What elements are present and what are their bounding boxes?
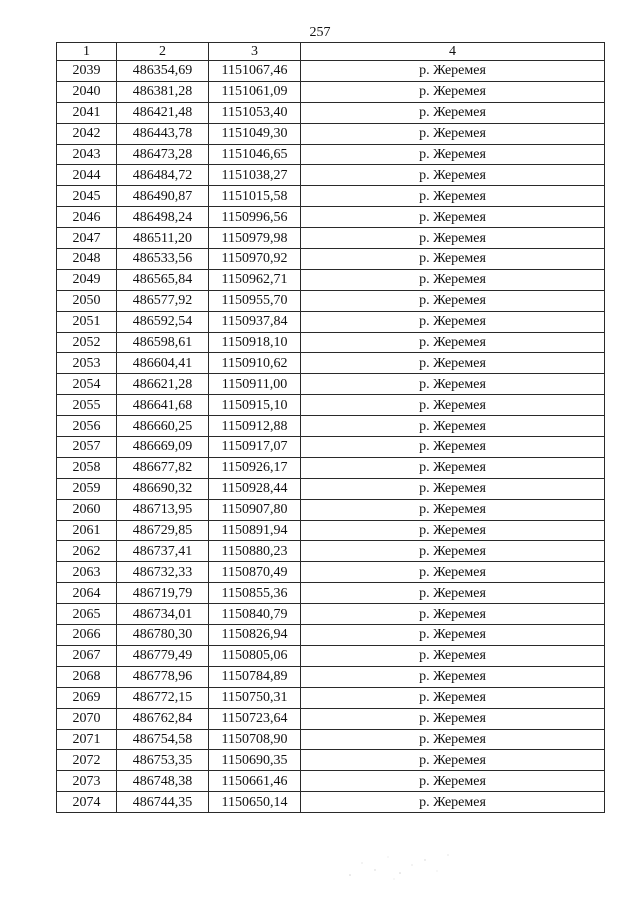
y-coordinate-cell: 1150708,90 (209, 729, 301, 750)
table-row (57, 332, 605, 353)
table-row (57, 61, 605, 82)
x-coordinate-cell: 486381,28 (117, 81, 209, 102)
point-number-cell: 2052 (57, 332, 117, 353)
point-number-cell: 2058 (57, 457, 117, 478)
y-coordinate-cell: 1151046,65 (209, 144, 301, 165)
table-row (57, 792, 605, 813)
description-cell: р. Жеремея (301, 604, 605, 625)
y-coordinate-cell: 1150907,80 (209, 499, 301, 520)
description-cell: р. Жеремея (301, 311, 605, 332)
table-row (57, 771, 605, 792)
x-coordinate-cell: 486533,56 (117, 249, 209, 270)
y-coordinate-cell: 1151049,30 (209, 123, 301, 144)
table-row (57, 478, 605, 499)
point-number-cell: 2046 (57, 207, 117, 228)
x-coordinate-cell: 486484,72 (117, 165, 209, 186)
description-cell: р. Жеремея (301, 416, 605, 437)
table-row (57, 708, 605, 729)
table-row (57, 750, 605, 771)
x-coordinate-cell: 486762,84 (117, 708, 209, 729)
y-coordinate-cell: 1150996,56 (209, 207, 301, 228)
y-coordinate-cell: 1150910,62 (209, 353, 301, 374)
point-number-cell: 2053 (57, 353, 117, 374)
description-cell: р. Жеремея (301, 583, 605, 604)
x-coordinate-cell: 486511,20 (117, 228, 209, 249)
description-cell: р. Жеремея (301, 499, 605, 520)
x-coordinate-cell: 486443,78 (117, 123, 209, 144)
description-cell: р. Жеремея (301, 207, 605, 228)
table-row (57, 541, 605, 562)
coordinates-table (56, 42, 605, 813)
x-coordinate-cell: 486565,84 (117, 269, 209, 290)
point-number-cell: 2071 (57, 729, 117, 750)
y-coordinate-cell: 1151015,58 (209, 186, 301, 207)
point-number-cell: 2072 (57, 750, 117, 771)
table-row (57, 186, 605, 207)
x-coordinate-cell: 486713,95 (117, 499, 209, 520)
point-number-cell: 2057 (57, 437, 117, 458)
y-coordinate-cell: 1150926,17 (209, 457, 301, 478)
y-coordinate-cell: 1150937,84 (209, 311, 301, 332)
table-row (57, 729, 605, 750)
description-cell: р. Жеремея (301, 666, 605, 687)
x-coordinate-cell: 486744,35 (117, 792, 209, 813)
x-coordinate-cell: 486690,32 (117, 478, 209, 499)
table-row (57, 499, 605, 520)
description-cell: р. Жеремея (301, 792, 605, 813)
x-coordinate-cell: 486729,85 (117, 520, 209, 541)
point-number-cell: 2067 (57, 645, 117, 666)
description-cell: р. Жеремея (301, 395, 605, 416)
description-cell: р. Жеремея (301, 144, 605, 165)
x-coordinate-cell: 486780,30 (117, 625, 209, 646)
description-cell: р. Жеремея (301, 165, 605, 186)
description-cell: р. Жеремея (301, 102, 605, 123)
point-number-cell: 2066 (57, 625, 117, 646)
scan-noise (340, 845, 460, 885)
column-header-2: 2 (117, 43, 209, 61)
description-cell: р. Жеремея (301, 123, 605, 144)
table-row (57, 269, 605, 290)
y-coordinate-cell: 1150840,79 (209, 604, 301, 625)
table-body (57, 61, 605, 813)
point-number-cell: 2062 (57, 541, 117, 562)
x-coordinate-cell: 486354,69 (117, 61, 209, 82)
point-number-cell: 2051 (57, 311, 117, 332)
x-coordinate-cell: 486592,54 (117, 311, 209, 332)
y-coordinate-cell: 1150784,89 (209, 666, 301, 687)
point-number-cell: 2042 (57, 123, 117, 144)
table-row (57, 81, 605, 102)
x-coordinate-cell: 486772,15 (117, 687, 209, 708)
table-row (57, 207, 605, 228)
table-row (57, 437, 605, 458)
table-row (57, 562, 605, 583)
description-cell: р. Жеремея (301, 625, 605, 646)
x-coordinate-cell: 486677,82 (117, 457, 209, 478)
description-cell: р. Жеремея (301, 478, 605, 499)
y-coordinate-cell: 1150855,36 (209, 583, 301, 604)
point-number-cell: 2068 (57, 666, 117, 687)
point-number-cell: 2047 (57, 228, 117, 249)
y-coordinate-cell: 1150661,46 (209, 771, 301, 792)
description-cell: р. Жеремея (301, 186, 605, 207)
y-coordinate-cell: 1150918,10 (209, 332, 301, 353)
description-cell: р. Жеремея (301, 520, 605, 541)
description-cell: р. Жеремея (301, 228, 605, 249)
point-number-cell: 2045 (57, 186, 117, 207)
point-number-cell: 2065 (57, 604, 117, 625)
description-cell: р. Жеремея (301, 269, 605, 290)
y-coordinate-cell: 1150826,94 (209, 625, 301, 646)
description-cell: р. Жеремея (301, 687, 605, 708)
x-coordinate-cell: 486669,09 (117, 437, 209, 458)
y-coordinate-cell: 1150970,92 (209, 249, 301, 270)
y-coordinate-cell: 1150912,88 (209, 416, 301, 437)
column-header-3: 3 (209, 43, 301, 61)
point-number-cell: 2054 (57, 374, 117, 395)
x-coordinate-cell: 486748,38 (117, 771, 209, 792)
x-coordinate-cell: 486473,28 (117, 144, 209, 165)
x-coordinate-cell: 486753,35 (117, 750, 209, 771)
x-coordinate-cell: 486421,48 (117, 102, 209, 123)
table-row (57, 457, 605, 478)
y-coordinate-cell: 1150911,00 (209, 374, 301, 395)
x-coordinate-cell: 486778,96 (117, 666, 209, 687)
table-row (57, 625, 605, 646)
description-cell: р. Жеремея (301, 249, 605, 270)
description-cell: р. Жеремея (301, 562, 605, 583)
point-number-cell: 2048 (57, 249, 117, 270)
x-coordinate-cell: 486498,24 (117, 207, 209, 228)
x-coordinate-cell: 486598,61 (117, 332, 209, 353)
y-coordinate-cell: 1150915,10 (209, 395, 301, 416)
point-number-cell: 2049 (57, 269, 117, 290)
table-header-row (57, 43, 605, 61)
table-row (57, 374, 605, 395)
y-coordinate-cell: 1150690,35 (209, 750, 301, 771)
description-cell: р. Жеремея (301, 437, 605, 458)
point-number-cell: 2061 (57, 520, 117, 541)
table-row (57, 353, 605, 374)
x-coordinate-cell: 486779,49 (117, 645, 209, 666)
description-cell: р. Жеремея (301, 729, 605, 750)
table-row (57, 165, 605, 186)
description-cell: р. Жеремея (301, 353, 605, 374)
x-coordinate-cell: 486737,41 (117, 541, 209, 562)
table-row (57, 666, 605, 687)
table-row (57, 395, 605, 416)
point-number-cell: 2056 (57, 416, 117, 437)
x-coordinate-cell: 486734,01 (117, 604, 209, 625)
x-coordinate-cell: 486660,25 (117, 416, 209, 437)
page-number: 257 (309, 25, 331, 40)
table-row (57, 687, 605, 708)
description-cell: р. Жеремея (301, 708, 605, 729)
point-number-cell: 2040 (57, 81, 117, 102)
description-cell: р. Жеремея (301, 290, 605, 311)
x-coordinate-cell: 486641,68 (117, 395, 209, 416)
y-coordinate-cell: 1151038,27 (209, 165, 301, 186)
y-coordinate-cell: 1150870,49 (209, 562, 301, 583)
point-number-cell: 2074 (57, 792, 117, 813)
point-number-cell: 2044 (57, 165, 117, 186)
table-row (57, 520, 605, 541)
table-row (57, 583, 605, 604)
y-coordinate-cell: 1151061,09 (209, 81, 301, 102)
description-cell: р. Жеремея (301, 541, 605, 562)
y-coordinate-cell: 1150917,07 (209, 437, 301, 458)
y-coordinate-cell: 1150723,64 (209, 708, 301, 729)
table-row (57, 311, 605, 332)
table-row (57, 604, 605, 625)
point-number-cell: 2055 (57, 395, 117, 416)
description-cell: р. Жеремея (301, 374, 605, 395)
description-cell: р. Жеремея (301, 332, 605, 353)
point-number-cell: 2043 (57, 144, 117, 165)
y-coordinate-cell: 1150650,14 (209, 792, 301, 813)
table-row (57, 144, 605, 165)
table-row (57, 249, 605, 270)
x-coordinate-cell: 486577,92 (117, 290, 209, 311)
table-row (57, 228, 605, 249)
description-cell: р. Жеремея (301, 457, 605, 478)
point-number-cell: 2063 (57, 562, 117, 583)
description-cell: р. Жеремея (301, 750, 605, 771)
y-coordinate-cell: 1151053,40 (209, 102, 301, 123)
table-row (57, 645, 605, 666)
point-number-cell: 2073 (57, 771, 117, 792)
column-header-4: 4 (301, 43, 605, 61)
description-cell: р. Жеремея (301, 61, 605, 82)
y-coordinate-cell: 1150880,23 (209, 541, 301, 562)
point-number-cell: 2050 (57, 290, 117, 311)
y-coordinate-cell: 1150955,70 (209, 290, 301, 311)
x-coordinate-cell: 486604,41 (117, 353, 209, 374)
point-number-cell: 2041 (57, 102, 117, 123)
description-cell: р. Жеремея (301, 645, 605, 666)
point-number-cell: 2064 (57, 583, 117, 604)
point-number-cell: 2069 (57, 687, 117, 708)
column-header-1: 1 (57, 43, 117, 61)
y-coordinate-cell: 1150928,44 (209, 478, 301, 499)
y-coordinate-cell: 1150750,31 (209, 687, 301, 708)
point-number-cell: 2039 (57, 61, 117, 82)
point-number-cell: 2059 (57, 478, 117, 499)
y-coordinate-cell: 1150891,94 (209, 520, 301, 541)
y-coordinate-cell: 1150805,06 (209, 645, 301, 666)
y-coordinate-cell: 1151067,46 (209, 61, 301, 82)
table-row (57, 102, 605, 123)
table-row (57, 416, 605, 437)
table-row (57, 123, 605, 144)
point-number-cell: 2070 (57, 708, 117, 729)
x-coordinate-cell: 486490,87 (117, 186, 209, 207)
description-cell: р. Жеремея (301, 771, 605, 792)
y-coordinate-cell: 1150962,71 (209, 269, 301, 290)
x-coordinate-cell: 486732,33 (117, 562, 209, 583)
point-number-cell: 2060 (57, 499, 117, 520)
x-coordinate-cell: 486621,28 (117, 374, 209, 395)
x-coordinate-cell: 486754,58 (117, 729, 209, 750)
table-row (57, 290, 605, 311)
y-coordinate-cell: 1150979,98 (209, 228, 301, 249)
description-cell: р. Жеремея (301, 81, 605, 102)
x-coordinate-cell: 486719,79 (117, 583, 209, 604)
